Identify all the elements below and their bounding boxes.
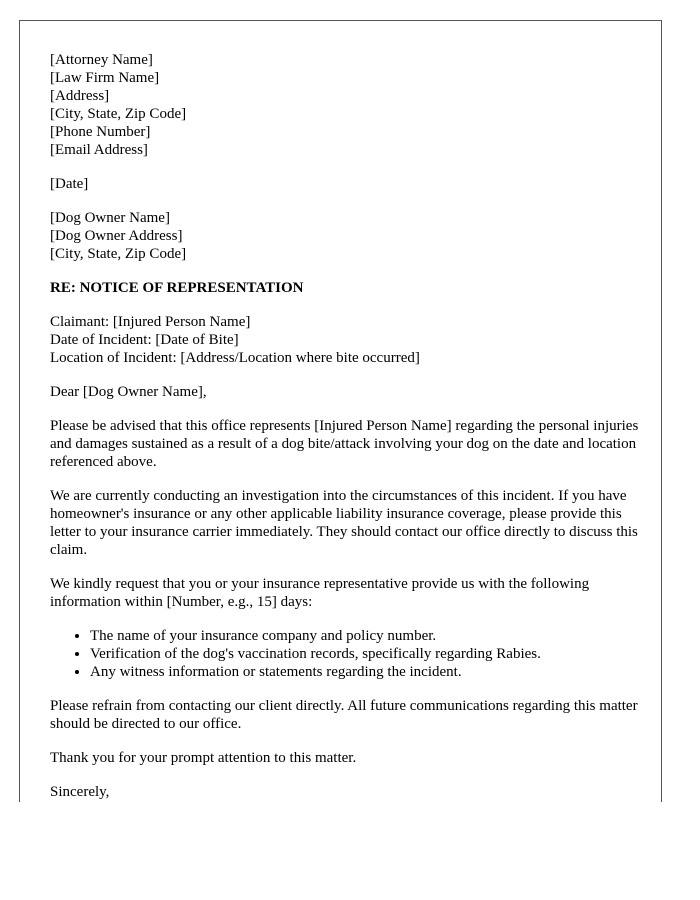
sender-law-firm-name: [Law Firm Name]: [50, 70, 160, 86]
letter-date: [Date]: [50, 176, 89, 192]
signoff: Sincerely,: [50, 784, 110, 800]
sender-email: [Email Address]: [50, 142, 148, 158]
salutation: Dear [Dog Owner Name],: [50, 384, 207, 400]
letter-page: [19, 20, 662, 802]
paragraph-representation: Please be advised that this office represents [Injured Person Name] regarding the personal injuries and damages sustained as a result of a dog bite/attack involving your dog on the date and location referenced above.: [50, 418, 639, 470]
sender-phone: [Phone Number]: [50, 124, 151, 140]
sender-block: [50, 51, 640, 159]
location-of-incident-line: Location of Incident: [Address/Location where bite occurred]: [50, 350, 420, 366]
list-item: • Any witness information or statements regarding the incident.: [90, 663, 640, 681]
request-list: [50, 627, 640, 681]
list-item: • Verification of the dog's vaccination records, specifically regarding Rabies.: [90, 645, 640, 663]
paragraph-investigation: We are currently conducting an investigation into the circumstances of this incident. If you have homeowner's insurance or any other applicable liability insurance coverage, please provide this letter to your insurance carrier immediately. They should contact our office directly to discuss this claim.: [50, 488, 638, 558]
list-item: • The name of your insurance company and policy number.: [90, 627, 640, 645]
date-of-incident-line: Date of Incident: [Date of Bite]: [50, 332, 239, 348]
subject-line: RE: NOTICE OF REPRESENTATION: [50, 280, 304, 296]
recipient-name: [Dog Owner Name]: [50, 210, 170, 226]
paragraph-no-contact: Please refrain from contacting our client directly. All future communications regarding this matter should be directed to our office.: [50, 698, 638, 732]
sender-city-state-zip: [City, State, Zip Code]: [50, 106, 187, 122]
recipient-block: [50, 209, 640, 263]
sender-attorney-name: [Attorney Name]: [50, 52, 153, 68]
recipient-city-state-zip: [City, State, Zip Code]: [50, 246, 187, 262]
letter-body: [50, 51, 640, 802]
recipient-address: [Dog Owner Address]: [50, 228, 183, 244]
claim-details: [50, 313, 640, 367]
paragraph-thanks: Thank you for your prompt attention to this matter.: [50, 750, 357, 766]
paragraph-request: We kindly request that you or your insurance representative provide us with the following information within [Number, e.g., 15] days:: [50, 576, 590, 610]
sender-address: [Address]: [50, 88, 110, 104]
claimant-line: Claimant: [Injured Person Name]: [50, 314, 251, 330]
